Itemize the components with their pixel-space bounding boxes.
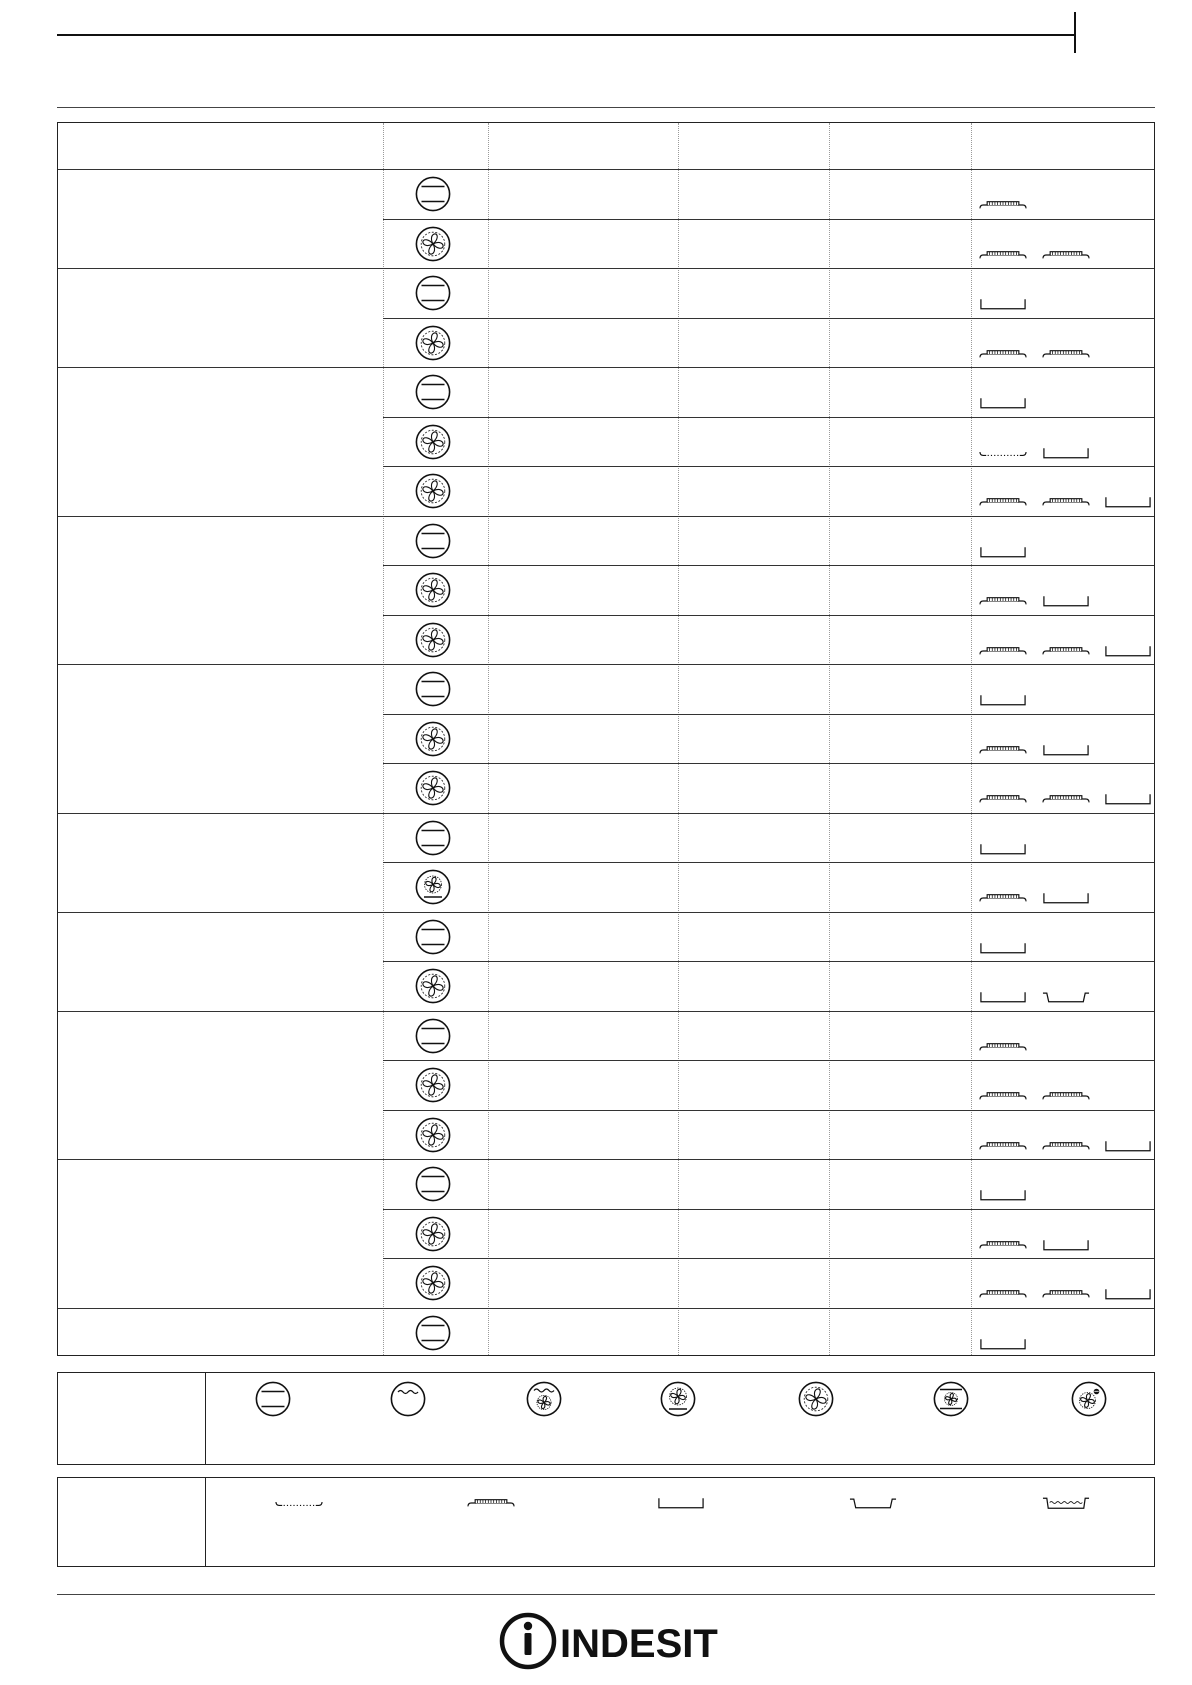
conventional-icon	[415, 919, 451, 955]
table-header-row	[58, 123, 1154, 169]
baking-tray-icon	[1104, 644, 1152, 658]
baking-tray-icon	[979, 941, 1027, 955]
table-row	[58, 268, 1154, 318]
wire-rack-icon	[979, 198, 1027, 212]
fan-icon	[415, 226, 451, 262]
conventional-icon	[415, 374, 451, 410]
grill-icon	[390, 1381, 426, 1417]
wire-rack-icon	[1042, 347, 1090, 361]
table-row	[58, 219, 1154, 269]
wire-rack-icon	[979, 743, 1027, 757]
wire-rack-icon	[979, 644, 1027, 658]
baking-tray-icon	[1104, 1287, 1152, 1301]
table-row	[58, 912, 1154, 962]
fan-icon	[415, 325, 451, 361]
baking-tray-icon	[1042, 446, 1090, 460]
wire-rack-icon	[979, 891, 1027, 905]
table-row	[58, 763, 1154, 813]
table-row	[58, 1159, 1154, 1209]
wire-rack-icon	[979, 1089, 1027, 1103]
table-row	[58, 961, 1154, 1011]
wire-rack-icon	[979, 347, 1027, 361]
table-row	[58, 1110, 1154, 1160]
baking-tray-icon	[979, 990, 1027, 1004]
drip-tray-icon	[1042, 990, 1090, 1004]
logo-i-dot	[524, 1622, 532, 1630]
wire-rack-icon	[979, 495, 1027, 509]
fan-icon	[415, 424, 451, 460]
fan-icon	[415, 1216, 451, 1252]
wire-rack-icon	[979, 248, 1027, 262]
baking-tray-icon	[979, 1188, 1027, 1202]
conventional-icon	[255, 1381, 291, 1417]
baking-tray-icon	[1042, 594, 1090, 608]
legend-divider	[205, 1373, 206, 1464]
table-row	[58, 367, 1154, 417]
wire-rack-icon	[1042, 1089, 1090, 1103]
wire-rack-icon	[979, 792, 1027, 806]
fan-icon	[415, 622, 451, 658]
drip-tray-water-icon	[1042, 1496, 1090, 1510]
baking-tray-icon	[1104, 1139, 1152, 1153]
fan-icon	[415, 721, 451, 757]
baking-tray-icon	[979, 1337, 1027, 1351]
conventional-icon	[415, 1018, 451, 1054]
conventional-icon	[415, 523, 451, 559]
fan-icon	[415, 1067, 451, 1103]
table-row	[58, 1258, 1154, 1308]
eco-fan-icon	[1071, 1381, 1107, 1417]
wire-rack-icon	[979, 1040, 1027, 1054]
table-row	[58, 516, 1154, 566]
convection-bake-icon	[660, 1381, 696, 1417]
conventional-icon	[415, 671, 451, 707]
wire-rack-icon	[1042, 792, 1090, 806]
wire-rack-icon	[1042, 248, 1090, 262]
table-row	[58, 862, 1154, 912]
conventional-icon	[415, 820, 451, 856]
fan-icon	[415, 1117, 451, 1153]
table-row	[58, 714, 1154, 764]
wire-rack-icon	[979, 594, 1027, 608]
wire-rack-icon	[979, 1139, 1027, 1153]
baking-tray-icon	[979, 396, 1027, 410]
table-row	[58, 813, 1154, 863]
wire-shelf-icon	[275, 1496, 323, 1510]
wire-rack-icon	[979, 1238, 1027, 1252]
baking-tray-icon	[979, 545, 1027, 559]
legend-cooking-modes	[57, 1372, 1155, 1465]
header-rule	[57, 34, 1075, 36]
table-row	[58, 664, 1154, 714]
header-tick-mark	[1074, 12, 1076, 53]
convection-bake-icon	[415, 869, 451, 905]
fan-icon	[798, 1381, 834, 1417]
fan-top-bottom-icon	[933, 1381, 969, 1417]
wire-rack-icon	[1042, 495, 1090, 509]
table-row	[58, 615, 1154, 665]
table-row	[58, 318, 1154, 368]
table-row	[58, 1011, 1154, 1061]
wire-rack-icon	[979, 1287, 1027, 1301]
legend-divider	[205, 1478, 206, 1566]
baking-tray-icon	[1104, 495, 1152, 509]
drip-tray-icon	[849, 1496, 897, 1510]
baking-tray-icon	[979, 693, 1027, 707]
table-row	[58, 466, 1154, 516]
table-row	[58, 169, 1154, 219]
conventional-icon	[415, 1315, 451, 1351]
baking-tray-icon	[1104, 792, 1152, 806]
cooking-table	[57, 122, 1155, 1356]
conventional-icon	[415, 1166, 451, 1202]
legend-accessories	[57, 1477, 1155, 1567]
section-rule	[57, 107, 1155, 108]
table-row	[58, 417, 1154, 467]
table-row	[58, 1308, 1154, 1358]
baking-tray-icon	[1042, 743, 1090, 757]
wire-rack-icon	[467, 1496, 515, 1510]
turbo-grill-icon	[526, 1381, 562, 1417]
fan-icon	[415, 968, 451, 1004]
logo-i-stem	[525, 1633, 532, 1655]
fan-icon	[415, 473, 451, 509]
baking-tray-icon	[979, 842, 1027, 856]
wire-rack-icon	[1042, 644, 1090, 658]
conventional-icon	[415, 275, 451, 311]
table-row	[58, 1060, 1154, 1110]
logo-wordmark: INDESIT	[560, 1622, 718, 1666]
fan-icon	[415, 770, 451, 806]
baking-tray-icon	[1042, 891, 1090, 905]
table-row	[58, 1209, 1154, 1259]
baking-tray-icon	[979, 297, 1027, 311]
footer-rule	[57, 1594, 1155, 1595]
indesit-logo	[450, 1605, 750, 1675]
wire-rack-icon	[1042, 1139, 1090, 1153]
table-row	[58, 565, 1154, 615]
wire-shelf-icon	[979, 446, 1027, 460]
baking-tray-icon	[1042, 1238, 1090, 1252]
wire-rack-icon	[1042, 1287, 1090, 1301]
baking-tray-icon	[657, 1496, 705, 1510]
fan-icon	[415, 572, 451, 608]
fan-icon	[415, 1265, 451, 1301]
conventional-icon	[415, 176, 451, 212]
